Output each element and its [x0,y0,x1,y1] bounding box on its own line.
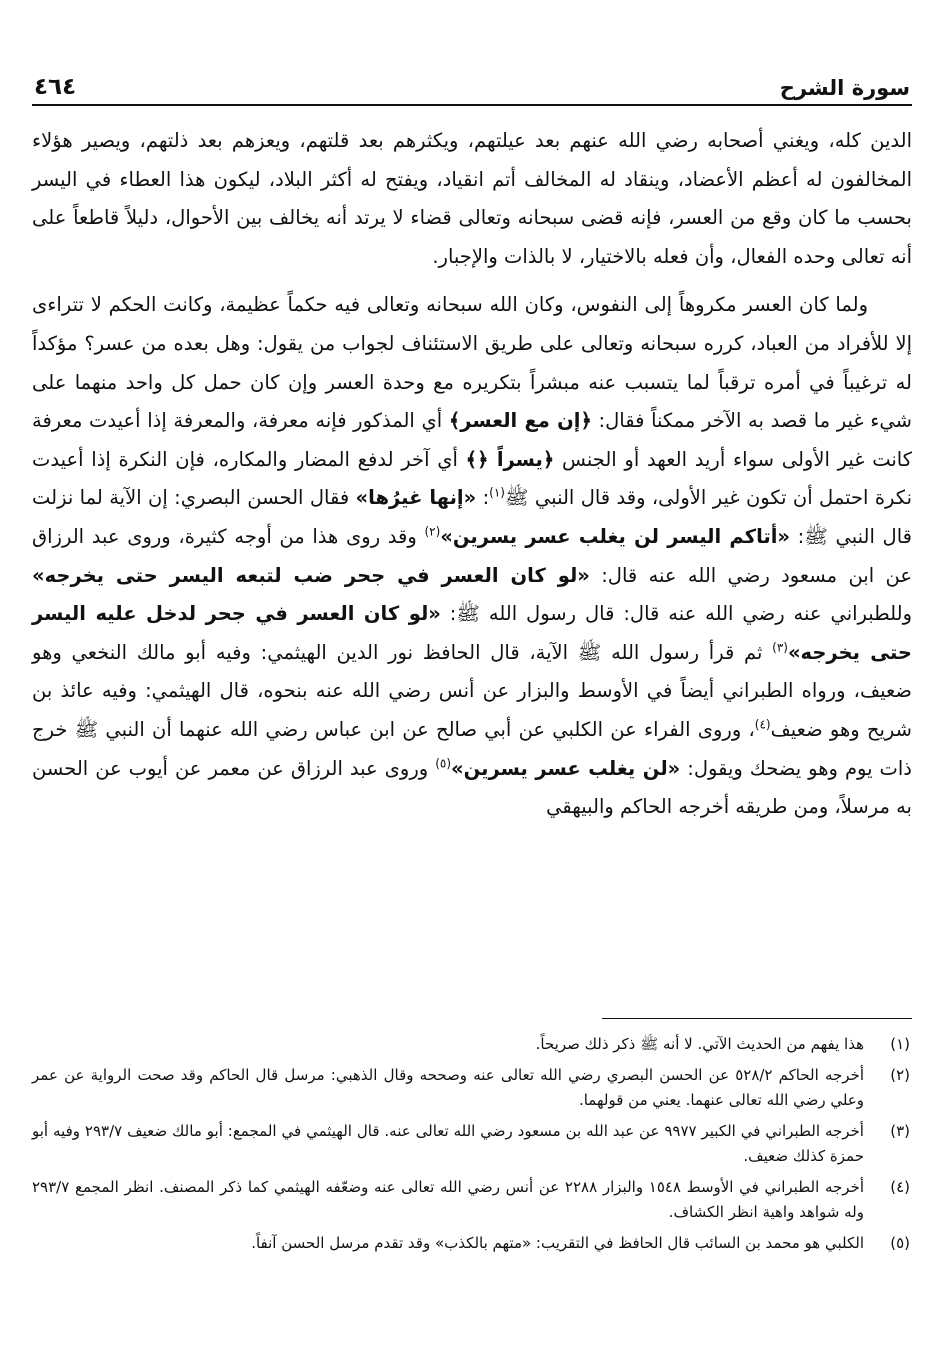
main-text [32,122,912,827]
footnote-number: (٤) [890,1178,910,1196]
hadith-quote: «لو كان العسر في جحر لدخل عليه اليسر حتى يخرجه» [32,602,912,664]
book-page [32,60,913,1252]
footnote-number: (٣) [890,1122,910,1140]
text-segment: ثم قرأ رسول الله ﷺ الآية، قال الحافظ نور الدين الهيثمي: وفيه أبو مالك النخعي وهو ضعيف، ورواه الطبراني أيضاً في الأوسط والبزار عن أنس رضي الله عنه بنحوه، قال الهيثمي: وفيه عائذ بن شريح وهو ضعيف [32,640,912,741]
page-number: ٤٦٤ [34,74,77,100]
surah-title: سورة الشرح [779,76,910,100]
footnote-ref-5: (٥) [435,756,452,770]
page-header [32,60,912,106]
footnote-text: هذا يفهم من الحديث الآتي. لا أنه ﷺ ذكر ذلك صريحاً. [535,1035,864,1053]
footnote-ref-3: (٣) [772,640,788,655]
footnote-separator [602,1018,912,1019]
footnote-number: (٥) [890,1234,910,1252]
text-segment: وروى عبد الرزاق عن معمر عن أيوب عن الحسن به مرسلاً، ومن طريقه أخرجه الحاكم والبيهقي [32,756,912,819]
footnote-5 [32,1231,912,1256]
text-segment: فقال الحسن البصري: إن الآية لما نزلت قال النبي ﷺ: [32,486,912,548]
text-segment: أي آخر لدفع المضار والمكاره، فإن النكرة إذا أعيدت نكرة احتمل أن تكون غير الأولى، وقد قال النبي ﷺ [32,447,913,510]
text-segment: ، وروى الفراء عن الكلبي عن أبي صالح عن ابن عباس رضي الله عنهما أن النبي ﷺ خرج ذات يوم وهو يضحك ويقول: [32,717,912,780]
text-segment: ولما كان العسر مكروهاً إلى النفوس، وكان الله سبحانه وتعالى فيه حكماً عظيمة، وكانت الحكم لا تتراءى إلا للأفراد من العباد، كرره سبحانه وتعالى على طريق الاستئناف لجواب من يقول: وهل بعده من عسر؟ مؤكداً له ترغيباً في أمره ترقباً لما يتسبب عنه مبشراً بتكريره مع وحدة العسر وإن كان حمل كل واحد منهما على شيء غير ما قصد به الآخر ممكناً فقال: [32,293,912,433]
footnotes [32,1032,912,1262]
quran-quote: ﴿إن مع العسر﴾ [448,409,592,433]
paragraph-2 [32,286,912,826]
hadith-quote: «أتاكم اليسر لن يغلب عسر يسرين» [440,524,790,548]
footnote-ref-2: (٢) [424,524,441,539]
footnote-number: (٢) [890,1066,910,1084]
footnote-text: الكلبي هو محمد بن السائب قال الحافظ في التقريب: «متهم بالكذب» وقد تقدم مرسل الحسن آنفاً. [251,1234,864,1252]
footnote-number: (١) [890,1035,910,1053]
hadith-quote: «إنها غيرُها» [355,486,477,510]
text-segment: وقد روى هذا من أوجه كثيرة، وروى عبد الرزاق عن ابن مسعود رضي الله عنه قال: [32,524,912,587]
footnote-text: أخرجه الطبراني في الأوسط ١٥٤٨ والبزار ٢٢٨٨ عن أنس رضي الله تعالى عنه وضعّفه الهيثمي كما ذكر المصنف. انظر المجمع ٢٩٣/٧ وله شواهد واهية انظر الكشاف. [32,1178,864,1221]
footnote-ref-4: (٤) [754,717,771,732]
text-segment: : [476,486,490,510]
hadith-quote: «لو كان العسر في جحر ضب لتبعه اليسر حتى يخرجه» [32,563,590,587]
footnote-text: أخرجه الحاكم ٥٢٨/٢ عن الحسن البصري رضي الله تعالى عنه وصححه وقال الذهبي: مرسل قال الحاكم وقد صحت الرواية عن عمر وعلي رضي الله تعالى عنهما. يعني من قولهما. [32,1066,864,1109]
footnote-text: أخرجه الطبراني في الكبير ٩٩٧٧ عن عبد الله بن مسعود رضي الله تعالى عنه. قال الهيثمي في المجمع: أبو مالك ضعيف ٢٩٣/٧ وفيه أبو حمزة كذلك ضعيف. [32,1122,864,1165]
footnote-1 [32,1032,912,1057]
footnote-4 [32,1175,912,1225]
hadith-quote: «لن يغلب عسر يسرين» [451,756,681,780]
footnote-ref-1: (١) [489,485,505,500]
paragraph-1: الدين كله، ويغني أصحابه رضي الله عنهم بعد عيلتهم، ويكثرهم بعد قلتهم، ويعزهم بعد ذلتهم، ويصير هؤلاء المخالفون له أعظم الأعضاد، وينقاد له المخالف أتم انقياد، ويفتح له أكثر البلاد، ليكون هذا العطاء في اليسر بحسب ما كان وقع من العسر، فإنه قضى سبحانه وتعالى قضاء لا يرتد أنه يخالف بين الأحوال، دليلاً قاطعاً على أنه تعالى وحده الفعال، وأن فعله بالاختيار، لا بالذات والإجبار. [32,129,912,268]
text-segment: وللطبراني عنه رضي الله عنه قال: قال رسول الله ﷺ: [440,602,912,626]
text-segment: أي المذكور فإنه معرفة، والمعرفة إذا أعيدت معرفة كانت غير الأولى سواء أريد العهد أو الجنس [32,409,912,471]
footnote-3 [32,1119,912,1169]
footnote-2 [32,1063,912,1113]
quran-quote: ﴿يسراً ﴿﴾ [465,447,555,471]
